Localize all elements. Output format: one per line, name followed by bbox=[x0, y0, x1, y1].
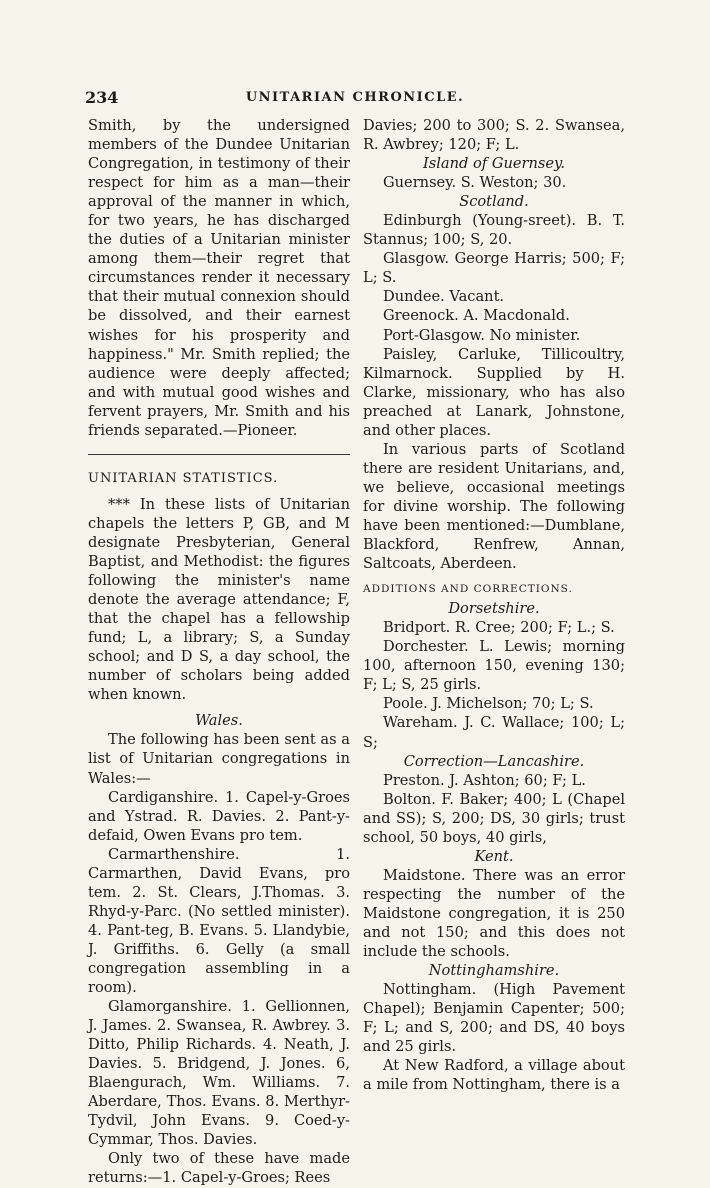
entry: Paisley, Carluke, Tillicoultry, Kilmarnock. Supplied by H. Clarke, missionary, who has also preached at Lanark, Johnstone, and other places. bbox=[363, 345, 625, 439]
entry: Nottingham. (High Pavement Chapel); Benjamin Capenter; 500; F; L; and S, 200; and DS, 40 boys and 25 girls. bbox=[363, 981, 625, 1056]
paragraph: Smith, by the undersigned members of the Dundee Unitarian Congregation, in testimony of their respect for him as a man—their approval of the manner in which, for two years, he has discharged the duties of a Unitarian minister among them—their regret that circumstances render it necessary that their mutual connexion should be dissolved, and their earnest wishes for his prosperity and happiness." Mr. Smith replied; the audience were deeply affected; and with mutual good wishes and fervent prayers, Mr. Smith and his friends separated.—Pioneer. bbox=[88, 117, 350, 439]
running-head bbox=[85, 88, 625, 110]
entry: Guernsey. S. Weston; 30. bbox=[383, 174, 567, 192]
region-subhead: Dorsetshire. bbox=[448, 600, 540, 618]
region-subhead: Island of Guernsey. bbox=[423, 155, 565, 173]
section-heading: ADDITIONS AND CORRECTIONS. bbox=[363, 583, 573, 596]
paragraph: The following has been sent as a list of Unitarian congregations in Wales:— bbox=[88, 731, 350, 787]
journal-title: UNITARIAN CHRONICLE. bbox=[245, 90, 465, 105]
region-subhead: Correction—Lancashire. bbox=[403, 752, 585, 770]
entry: Greenock. A. Macdonald. bbox=[383, 307, 570, 325]
paragraph: At New Radford, a village about a mile from Nottingham, there is a bbox=[363, 1057, 625, 1094]
right-column bbox=[363, 116, 625, 1094]
entry: Port-Glasgow. No minister. bbox=[383, 326, 581, 344]
entry: Bridport. R. Cree; 200; F; L.; S. bbox=[383, 619, 615, 637]
region-subhead: Nottinghamshire. bbox=[428, 962, 560, 980]
entry: Glasgow. George Harris; 500; F; L; S. bbox=[363, 250, 625, 287]
entry: Maidstone. There was an error respecting the number of the Maidstone congregation, it is 250 and not 150; and this does not include the schools. bbox=[363, 866, 625, 961]
paragraph: Only two of these have made returns:—1. Capel-y-Groes; Rees bbox=[88, 1150, 350, 1187]
entry: Poole. J. Michelson; 70; L; S. bbox=[383, 695, 594, 713]
paragraph: In various parts of Scotland there are resident Unitarians, and, we believe, occasional meetings for divine worship. The following have been mentioned:—Dumblane, Blackford, Renfrew, Annan, Saltcoats, Aberdeen. bbox=[363, 440, 625, 573]
section-heading: UNITARIAN STATISTICS. bbox=[88, 470, 279, 486]
entry: Davies; 200 to 300; S. 2. Swansea, R. Awbrey; 120; F; L. bbox=[363, 117, 625, 154]
left-column bbox=[88, 116, 350, 1188]
entry: Preston. J. Ashton; 60; F; L. bbox=[383, 771, 586, 789]
region-subhead: Scotland. bbox=[459, 193, 529, 211]
entry: Carmarthenshire. 1. Carmarthen, David Evans, pro tem. 2. St. Clears, J.Thomas. 3. Rhyd-y-Parc. (No settled minister). 4. Pant-teg, B. Evans. 5. Llandybie, J. Griffiths. 6. Gelly (a small congregation assembling in a room). bbox=[88, 845, 350, 997]
entry: Dundee. Vacant. bbox=[383, 288, 505, 306]
entry: Bolton. F. Baker; 400; L (Chapel and SS); S, 200; DS, 30 girls; trust school, 50 boys, 40 girls, bbox=[363, 790, 625, 846]
entry: Glamorganshire. 1. Gellionnen, J. James. 2. Swansea, R. Awbrey. 3. Ditto, Philip Richards. 4. Neath, J. Davies. 5. Bridgend, J. Jones. 6, Blaengurach, Wm. Williams. 7. Aberdare, Thos. Evans. 8. Merthyr-Tydvil, John Evans. 9. Coed-y-Cymmar, Thos. Davies. bbox=[88, 998, 350, 1149]
region-subhead: Kent. bbox=[474, 847, 514, 865]
page-number: 234 bbox=[85, 88, 119, 107]
paragraph: *** In these lists of Unitarian chapels the letters P, GB, and M designate Presbyterian, General Baptist, and Methodist: the figures following the minister's name denote the average attendance; F, that the chapel has a fellowship fund; L, a library; S, a Sunday school; and D S, a day school, the number of scholars being added when known. bbox=[88, 495, 350, 704]
region-subhead: Wales. bbox=[195, 712, 243, 730]
entry: Dorchester. L. Lewis; morning 100, afternoon 150, evening 130; F; L; S, 25 girls. bbox=[363, 638, 625, 694]
entry: Edinburgh (Young-sreet). B. T. Stannus; 100; S, 20. bbox=[363, 212, 625, 249]
entry: Cardiganshire. 1. Capel-y-Groes and Ystrad. R. Davies. 2. Pant-y-defaid, Owen Evans pro tem. bbox=[88, 788, 350, 844]
entry: Wareham. J. C. Wallace; 100; L; S; bbox=[363, 714, 625, 751]
